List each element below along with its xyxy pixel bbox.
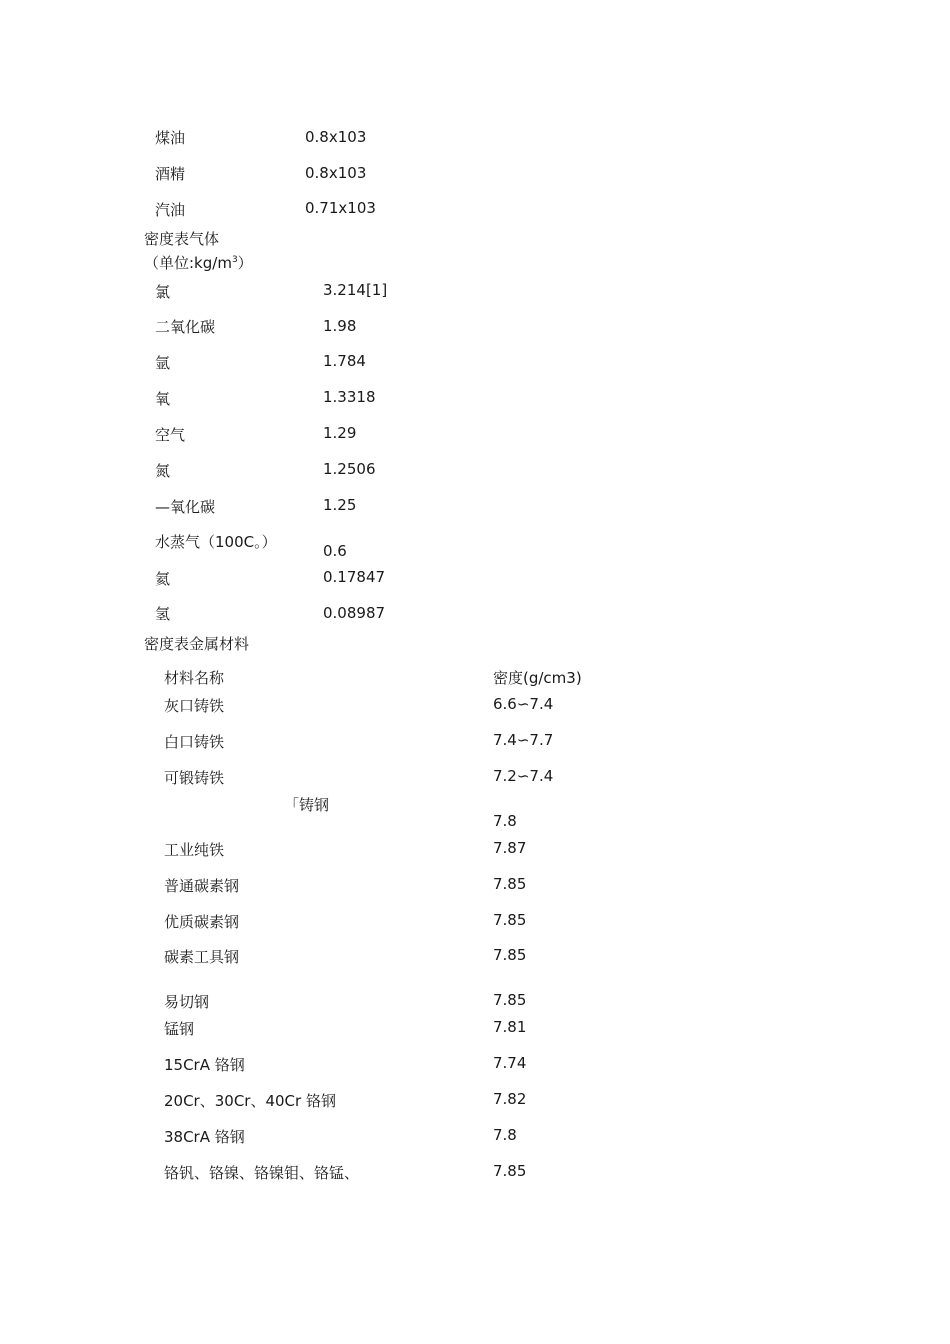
liquid-value: 0.8x103: [305, 164, 367, 182]
metal-name: 普通碳素钢: [164, 877, 240, 895]
metal-value: 7.85: [493, 991, 527, 1009]
gas-name: 氧: [155, 390, 171, 408]
metal-header-value: 密度(g/cm3): [493, 669, 582, 687]
metal-name: 「铸钢: [284, 796, 330, 814]
metal-name: 38CrA 铬钢: [164, 1128, 245, 1146]
metal-name: 灰口铸铁: [164, 697, 225, 715]
metal-name: 易切钢: [164, 993, 210, 1011]
metal-value: 7.85: [493, 946, 527, 964]
gas-value: 0.17847: [323, 568, 386, 586]
gas-value: 0.08987: [323, 604, 386, 622]
gas-name: 氢: [155, 605, 171, 623]
gas-section-title: 密度表气体: [144, 230, 220, 248]
liquid-name: 煤油: [155, 129, 186, 147]
metal-name: 优质碳素钢: [164, 913, 240, 931]
gas-name: 氦: [155, 570, 171, 588]
gas-name: 二氧化碳: [155, 318, 216, 336]
gas-name: —氧化碳: [155, 498, 216, 516]
gas-value: 1.98: [323, 317, 357, 335]
gas-name: 水蒸气（100C。）: [155, 533, 277, 551]
metal-header-name: 材料名称: [164, 669, 225, 687]
metal-value: 7.8: [493, 812, 517, 830]
gas-unit-label: （单位$:kg/m^3$）: [144, 254, 253, 272]
metal-name: 工业纯铁: [164, 841, 225, 859]
gas-value: 0.6: [323, 542, 347, 560]
metal-value: 6.6∽7.4: [493, 695, 554, 713]
metal-name: 铬钒、铬镍、铬镍钼、铬锰、: [164, 1164, 360, 1182]
metal-value: 7.81: [493, 1018, 527, 1036]
liquid-name: 汽油: [155, 201, 186, 219]
gas-name: 氮: [155, 462, 171, 480]
metal-value: 7.74: [493, 1054, 527, 1072]
metal-value: 7.2∽7.4: [493, 767, 554, 785]
metal-name: 碳素工具钢: [164, 948, 240, 966]
metal-value: 7.82: [493, 1090, 527, 1108]
metal-value: 7.87: [493, 839, 527, 857]
metal-value: 7.4∽7.7: [493, 731, 554, 749]
metal-value: 7.85: [493, 1162, 527, 1180]
gas-name: 氩: [155, 354, 171, 372]
gas-value: 1.29: [323, 424, 357, 442]
gas-value: 1.784: [323, 352, 366, 370]
gas-value: 3.214[1]: [323, 281, 388, 299]
metal-value: 7.8: [493, 1126, 517, 1144]
gas-value: 1.2506: [323, 460, 376, 478]
liquid-value: 0.71x103: [305, 199, 376, 217]
liquid-name: 酒精: [155, 165, 186, 183]
gas-name: 氯: [155, 283, 171, 301]
gas-value: 1.3318: [323, 388, 376, 406]
liquid-value: 0.8x103: [305, 128, 367, 146]
metal-name: 锰钢: [164, 1020, 195, 1038]
metal-value: 7.85: [493, 875, 527, 893]
metal-name: 20Cr、30Cr、40Cr 铬钢: [164, 1092, 336, 1110]
metal-name: 15CrA 铬钢: [164, 1056, 245, 1074]
metal-section-title: 密度表金属材料: [144, 635, 250, 653]
gas-value: 1.25: [323, 496, 357, 514]
metal-value: 7.85: [493, 911, 527, 929]
metal-name: 可锻铸铁: [164, 769, 225, 787]
gas-name: 空气: [155, 426, 186, 444]
metal-name: 白口铸铁: [164, 733, 225, 751]
